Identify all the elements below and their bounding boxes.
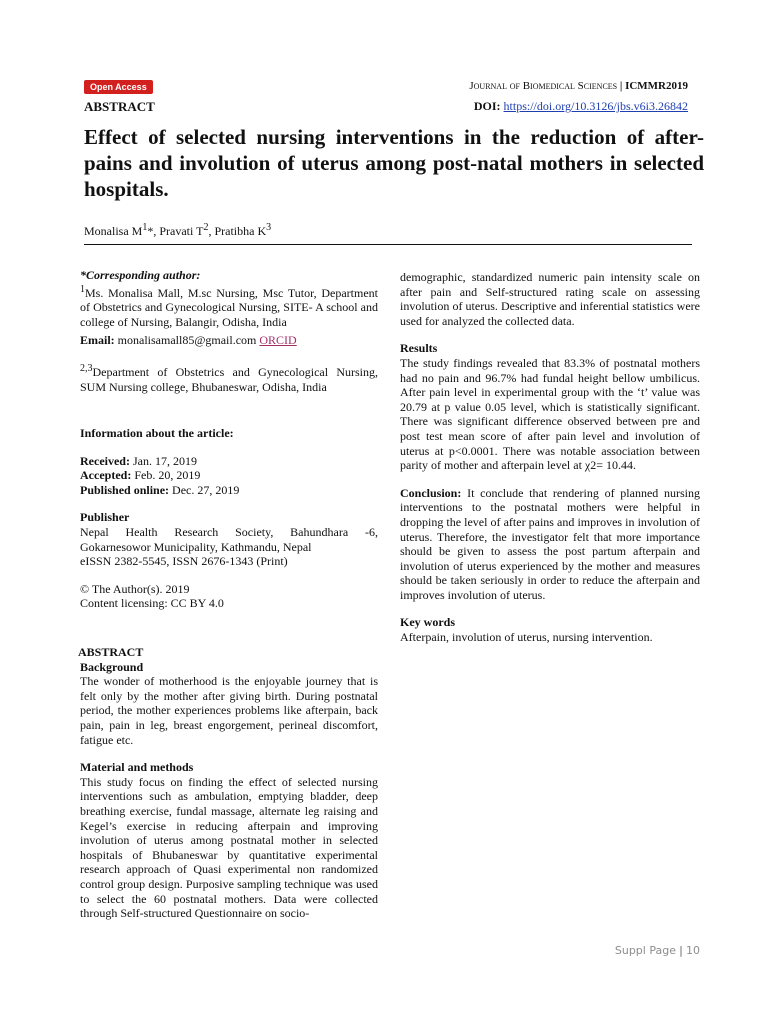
author-1: Monalisa M [84, 224, 143, 238]
results-heading: Results [400, 341, 438, 356]
author-3: , Pratibha K [208, 224, 267, 238]
author-3-affil: 3 [266, 222, 272, 233]
right-column [400, 270, 700, 645]
author-2: , Pravati T [153, 224, 204, 238]
affil-1-mark: 1 [80, 283, 85, 295]
corresponding-label: *Corresponding author: [80, 268, 201, 282]
journal-separator: | [619, 80, 623, 92]
journal-header [469, 80, 688, 92]
affiliation-2: Department of Obstetrics and Gynecological Nursing, SUM Nursing college, Bhubaneswar, Odisha, India [80, 364, 378, 394]
background-heading: Background [80, 659, 144, 674]
received-label: Received: [80, 453, 130, 468]
author-1-affil: 1 [142, 222, 148, 233]
methods-text-continued: demographic, standardized numeric pain intensity scale on after pain and Self-structured rating scale on assessing involution of uterus. Descriptive and inferential statistics were used for analyzed the collected data. [400, 270, 700, 328]
article-info-block [80, 426, 378, 611]
doi-line [474, 99, 688, 114]
page-number: 10 [686, 944, 700, 957]
title-divider [84, 244, 692, 245]
journal-name: Journal of Biomedical Sciences [469, 80, 618, 92]
page-footer [615, 944, 700, 957]
accepted-date: Feb. 20, 2019 [134, 468, 201, 483]
footer-separator: | [678, 944, 683, 957]
publisher-address: Nepal Health Research Society, Bahundhara -6, Gokarnesowor Municipality, Kathmandu, Nepal [80, 524, 378, 554]
publisher-heading: Publisher [80, 510, 130, 525]
conclusion-text: It conclude that rendering of planned nursing interventions to the postnatal mothers were helpful in dropping the level of after pains and improves in involution of uterus. Therefore, the investigator felt that more importance should be given to assess the post partum afterpain and involution of uterus experienced by the mother and measures should be taken seriously in order to reduce the afterpain and improves involution of uterus. [400, 485, 700, 602]
published-date: Dec. 27, 2019 [172, 482, 240, 497]
results-text: The study findings revealed that 83.3% of postnatal mothers had no pain and 96.7% had fundal height bellow umbilicus. After pain level in experimental group with the ‘t’ value was 20.79 at p value 0.05 level, which is statistically significant. There was significant difference observed between pre and post test mean score of after pain level and involution of uterus at p<0.0001. There was notable association between parity of mother and afterpain level at χ2= 10.44. [400, 355, 700, 473]
author-2-affil: 2 [203, 222, 209, 233]
footer-label: Suppl Page [614, 944, 676, 957]
keywords-heading: Key words [400, 615, 455, 630]
keywords-text: Afterpain, involution of uterus, nursing intervention. [400, 630, 653, 645]
open-access-badge: Open Access [84, 80, 153, 94]
corresponding-affiliation: Ms. Monalisa Mall, M.sc Nursing, Msc Tutor, Department of Obstetrics and Gynecological Nursing, SITE- A school and college of Nursing, Balangir, Odisha, India [80, 285, 378, 329]
copyright: © The Author(s). 2019 [80, 581, 190, 596]
accepted-label: Accepted: [80, 468, 132, 483]
conclusion-heading: Conclusion: [400, 485, 462, 500]
article-info-heading: Information about the article: [80, 426, 234, 440]
methods-heading: Material and methods [80, 760, 194, 775]
background-text: The wonder of motherhood is the enjoyable journey that is felt only by the mother after giving birth. During postnatal period, the mother experiences problems like afterpain, back pain, pain in leg, breast engorgement, perineal discomfort, fatigue etc. [80, 674, 378, 747]
publisher-issn: eISSN 2382-5545, ISSN 2676-1343 (Print) [80, 554, 288, 569]
doi-label: DOI: [473, 99, 501, 113]
conference-code: ICMMR2019 [625, 80, 688, 92]
published-label: Published online: [80, 482, 170, 497]
email-address: monalisamall85@gmail.com [117, 333, 257, 348]
abstract-block [80, 645, 378, 921]
corresponding-author-block [80, 268, 378, 394]
methods-text: This study focus on finding the effect of selected nursing interventions such as ambulation, emptying bladder, deep breathing exercise, fundal massage, alternate leg raising and Kegel’s exercise in reducing afterpain and improving involution of uterus among postnatal mother in selected hospitals of Bhubaneswar by quantitative experimental research approach of Quasi experimental non randomized control group design. Purposive sampling technique was used to select the 60 postnatal mothers. Data were collected through Self-structured Questionnaire on socio- [80, 774, 378, 921]
content-licensing: Content licensing: CC BY 4.0 [80, 596, 224, 611]
orcid-link[interactable]: ORCID [259, 333, 297, 348]
doi-link[interactable]: https://doi.org/10.3126/jbs.v6i3.26842 [503, 99, 688, 113]
author-list [84, 222, 271, 239]
affil-23-mark: 2,3 [80, 362, 93, 374]
section-label: ABSTRACT [84, 99, 155, 114]
email-label: Email: [80, 333, 115, 348]
corresponding-mark: * [147, 224, 154, 238]
received-date: Jan. 17, 2019 [132, 453, 197, 468]
abstract-heading: ABSTRACT [78, 645, 144, 659]
paper-title: Effect of selected nursing interventions in the reduction of after-pains and involution of uterus among post-natal mothers in selected hospitals. [84, 125, 704, 201]
